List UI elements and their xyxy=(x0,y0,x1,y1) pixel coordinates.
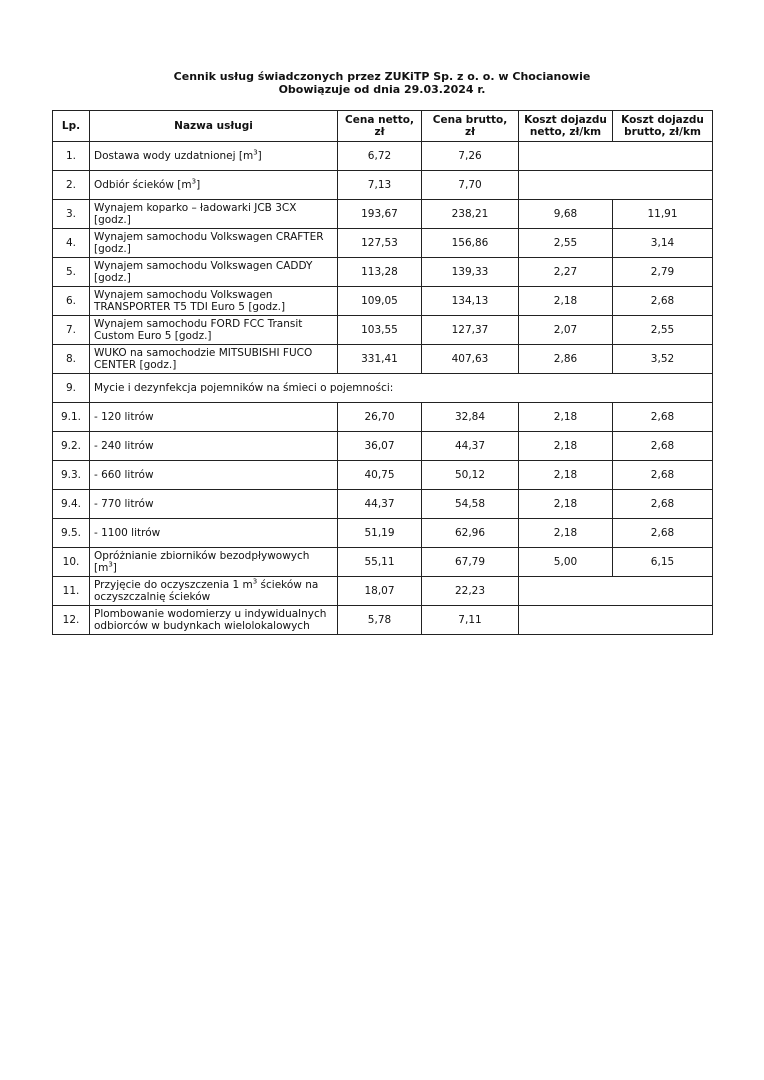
row-net-price: 55,11 xyxy=(338,548,422,577)
row-gross-price: 127,37 xyxy=(422,316,519,345)
row-travel-net: 2,18 xyxy=(519,519,613,548)
table-row xyxy=(53,403,713,432)
row-net-price: 103,55 xyxy=(338,316,422,345)
table-row xyxy=(53,200,713,229)
row-lp: 3. xyxy=(53,200,90,229)
row-travel-net: 2,18 xyxy=(519,403,613,432)
row-lp: 12. xyxy=(53,606,90,635)
row-net-price: 6,72 xyxy=(338,142,422,171)
row-net-price: 7,13 xyxy=(338,171,422,200)
row-gross-price: 7,11 xyxy=(422,606,519,635)
row-lp: 1. xyxy=(53,142,90,171)
row-gross-price: 156,86 xyxy=(422,229,519,258)
row-net-price: 109,05 xyxy=(338,287,422,316)
row-travel-cost-empty xyxy=(519,142,713,171)
row-travel-net: 2,18 xyxy=(519,287,613,316)
row-travel-net: 2,18 xyxy=(519,490,613,519)
row-net-price: 44,37 xyxy=(338,490,422,519)
table-row xyxy=(53,142,713,171)
table-row xyxy=(53,490,713,519)
table-row xyxy=(53,229,713,258)
row-gross-price: 7,26 xyxy=(422,142,519,171)
row-gross-price: 22,23 xyxy=(422,577,519,606)
row-gross-price: 32,84 xyxy=(422,403,519,432)
row-travel-gross: 2,68 xyxy=(613,490,713,519)
row-travel-gross: 2,68 xyxy=(613,287,713,316)
row-travel-cost-empty xyxy=(519,577,713,606)
row-lp: 9.3. xyxy=(53,461,90,490)
row-lp: 9.4. xyxy=(53,490,90,519)
row-net-price: 193,67 xyxy=(338,200,422,229)
row-travel-cost-empty xyxy=(519,606,713,635)
row-travel-net: 2,18 xyxy=(519,432,613,461)
header-net-price: Cena netto, zł xyxy=(338,111,422,142)
table-row xyxy=(53,461,713,490)
row-service-name: Odbiór ścieków $[m^3]$ xyxy=(90,171,338,200)
row-lp: 9.2. xyxy=(53,432,90,461)
row-net-price: 40,75 xyxy=(338,461,422,490)
row-service-name: Wynajem samochodu Volkswagen TRANSPORTER T5 TDI Euro 5 [godz.] xyxy=(90,287,338,316)
row-travel-net: 5,00 xyxy=(519,548,613,577)
row-travel-net: 2,07 xyxy=(519,316,613,345)
row-travel-cost-empty xyxy=(519,171,713,200)
table-row xyxy=(53,548,713,577)
row-lp: 9.5. xyxy=(53,519,90,548)
document-title: Cennik usług świadczonych przez ZUKiTP Sp. z o. o. w Chocianowie xyxy=(173,70,591,83)
row-net-price: 331,41 xyxy=(338,345,422,374)
row-service-name: - 240 litrów xyxy=(90,432,338,461)
header-lp: Lp. xyxy=(53,111,90,142)
row-gross-price: 54,58 xyxy=(422,490,519,519)
row-travel-gross: 2,68 xyxy=(613,461,713,490)
row-travel-net: 2,27 xyxy=(519,258,613,287)
row-service-name: Wynajem samochodu Volkswagen CRAFTER [godz.] xyxy=(90,229,338,258)
row-net-price: 26,70 xyxy=(338,403,422,432)
row-service-name: - 1100 litrów xyxy=(90,519,338,548)
row-service-name: - 120 litrów xyxy=(90,403,338,432)
header-service-name: Nazwa usługi xyxy=(90,111,338,142)
row-lp: 6. xyxy=(53,287,90,316)
table-row xyxy=(53,606,713,635)
row-gross-price: 238,21 xyxy=(422,200,519,229)
row-gross-price: 134,13 xyxy=(422,287,519,316)
row-service-name: Wynajem koparko – ładowarki JCB 3CX [godz.] xyxy=(90,200,338,229)
row-lp: 2. xyxy=(53,171,90,200)
row-travel-gross: 3,52 xyxy=(613,345,713,374)
row-net-price: 127,53 xyxy=(338,229,422,258)
table-row xyxy=(53,519,713,548)
row-travel-net: 2,55 xyxy=(519,229,613,258)
row-travel-net: 2,18 xyxy=(519,461,613,490)
table-header-row xyxy=(53,111,713,142)
table-row xyxy=(53,316,713,345)
table-row xyxy=(53,577,713,606)
row-travel-net: 2,86 xyxy=(519,345,613,374)
row-gross-price: 139,33 xyxy=(422,258,519,287)
row-travel-gross: 11,91 xyxy=(613,200,713,229)
table-row xyxy=(53,345,713,374)
row-lp: 7. xyxy=(53,316,90,345)
row-service-name: Dostawa wody uzdatnionej $[m^3]$ xyxy=(90,142,338,171)
row-gross-price: 62,96 xyxy=(422,519,519,548)
row-travel-net: 9,68 xyxy=(519,200,613,229)
header-gross-price: Cena brutto, zł xyxy=(422,111,519,142)
price-table xyxy=(52,110,713,635)
table-row xyxy=(53,171,713,200)
header-travel-gross: Koszt dojazdu brutto, zł/km xyxy=(613,111,713,142)
table-row xyxy=(53,287,713,316)
row-travel-gross: 2,68 xyxy=(613,403,713,432)
row-section-heading: Mycie i dezynfekcja pojemników na śmieci o pojemności: xyxy=(90,374,713,403)
table-row xyxy=(53,432,713,461)
row-service-name: Wynajem samochodu FORD FCC Transit Custom Euro 5 [godz.] xyxy=(90,316,338,345)
row-travel-gross: 6,15 xyxy=(613,548,713,577)
row-service-name: - 770 litrów xyxy=(90,490,338,519)
row-travel-gross: 3,14 xyxy=(613,229,713,258)
row-travel-gross: 2,68 xyxy=(613,519,713,548)
row-lp: 10. xyxy=(53,548,90,577)
row-travel-gross: 2,68 xyxy=(613,432,713,461)
row-lp: 9.1. xyxy=(53,403,90,432)
row-lp: 4. xyxy=(53,229,90,258)
row-lp: 5. xyxy=(53,258,90,287)
row-net-price: 5,78 xyxy=(338,606,422,635)
row-service-name: Przyjęcie do oczyszczenia 1 $m^3$ ścieków na oczyszczalnię ścieków xyxy=(90,577,338,606)
row-net-price: 18,07 xyxy=(338,577,422,606)
row-net-price: 113,28 xyxy=(338,258,422,287)
row-gross-price: 44,37 xyxy=(422,432,519,461)
validity-date: Obowiązuje od dnia 29.03.2024 r. xyxy=(278,83,486,96)
row-gross-price: 50,12 xyxy=(422,461,519,490)
row-net-price: 51,19 xyxy=(338,519,422,548)
row-gross-price: 7,70 xyxy=(422,171,519,200)
header-travel-net: Koszt dojazdu netto, zł/km xyxy=(519,111,613,142)
row-net-price: 36,07 xyxy=(338,432,422,461)
row-service-name: Plombowanie wodomierzy u indywidualnych odbiorców w budynkach wielolokalowych xyxy=(90,606,338,635)
row-lp: 8. xyxy=(53,345,90,374)
table-row xyxy=(53,374,713,403)
row-lp: 9. xyxy=(53,374,90,403)
row-gross-price: 407,63 xyxy=(422,345,519,374)
row-gross-price: 67,79 xyxy=(422,548,519,577)
row-service-name: Opróżnianie zbiorników bezodpływowych $[m^3]$ xyxy=(90,548,338,577)
row-travel-gross: 2,79 xyxy=(613,258,713,287)
row-travel-gross: 2,55 xyxy=(613,316,713,345)
row-service-name: WUKO na samochodzie MITSUBISHI FUCO CENTER [godz.] xyxy=(90,345,338,374)
row-lp: 11. xyxy=(53,577,90,606)
row-service-name: - 660 litrów xyxy=(90,461,338,490)
row-service-name: Wynajem samochodu Volkswagen CADDY [godz.] xyxy=(90,258,338,287)
table-row xyxy=(53,258,713,287)
